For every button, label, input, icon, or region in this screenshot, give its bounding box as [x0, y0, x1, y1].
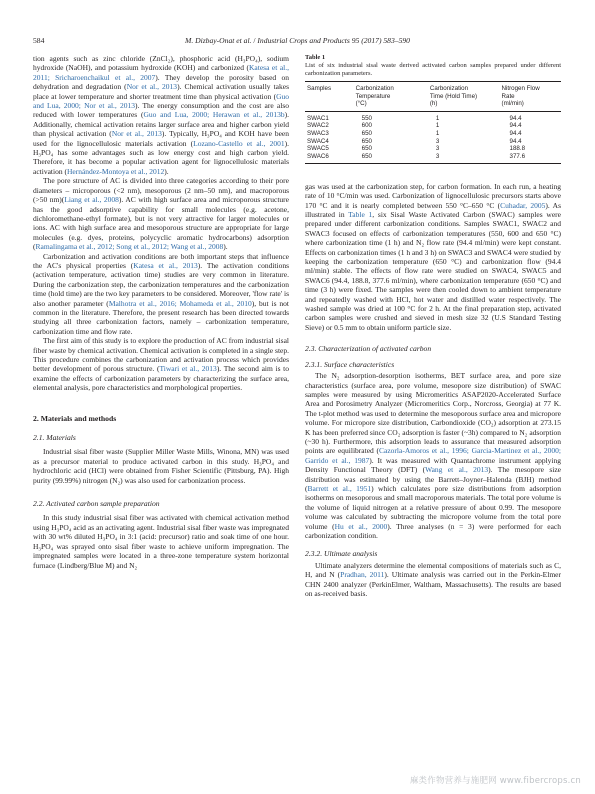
table-caption-text: List of six industrial sisal waste derived activated carbon samples prepared under different carbonization parameters. [305, 61, 561, 77]
paragraph-materials: Industrial sisal fiber waste (Supplier Miller Waste Mills, Winona, MN) was used as a precursor material to produce activated carbon in this study. H₃PO₄ and hydrochloric acid (HCl) were obtained from Fisher Scientific (Pittsburg, PA). High purity (99.99%) nitrogen (N₂) was also used for carbonization process. [33, 447, 289, 485]
table-cell: 1 [435, 129, 440, 137]
text: ). AC with high surface area and microporous structure has the good adsorptive capability for small molecules (e.g. acetone, dichloromethane-ethyl formate), but is not very attractive for larger molecules or ions. AC with high surface area and mesoporous structure are appropriate for large molecules (e.g. dyes, proteins, polycyclic aromatic hydrocarbons) adsorption ( [33, 195, 289, 252]
table-cell: 650 [361, 145, 372, 153]
table-cell: 550 [361, 115, 372, 122]
text: The N₂ adsorption-desorption isotherms, BET surface area, and pore size characteristics (surface area, pore volume, mesopore size distribution) of SWAC samples were measured by using Micromeritics ASAP2020-Accelerated Surface Area and Porosimetry Analyzer (Micromeritics Corp., Norcross, Georgia) at 77 K. The t-plot method was used to determine the mesoporous surface area and micropore volume. For micropore size distribution, Carbondioxide (CO₂) adsorption at 273.15 K has been preferred since CO₂ adsorption is faster (~3h) compared to N₂ adsorption (~30 h). Furthermore, this adsorption leads to assurance that measured adsorption points are equilibrated ( [305, 371, 561, 456]
citation-link[interactable]: Nor et al., 2013 [111, 129, 162, 139]
citation-link[interactable]: Pradhan, 2011 [340, 570, 385, 580]
text: tion agents such as zinc chloride (ZnCl₂), phosphoric acid (H₃PO₄), sodium hydroxide (NaOH), and potassium hydroxide (KOH) and carbonized ( [33, 54, 289, 73]
table-header-cell: Carbonization Time (Hold Time) (h) [428, 82, 500, 112]
table-row [305, 122, 561, 130]
section-heading: 2. Materials and methods [33, 413, 117, 423]
subsection-heading: 2.3. Characterization of activated carbon [305, 344, 432, 354]
text: ). The energy consumption and the cost are also reduced with lower temperatures ( [33, 101, 289, 120]
table-header-cell: Samples [305, 82, 354, 112]
table-cell: 377.6 [500, 153, 561, 164]
text: ). Chemical activation usually takes place at lower temperature and shorter treatment time than physical activation ( [33, 82, 289, 101]
text: Ultimate analyzers determine the elemental compositions of materials such as C, H, and N ( [305, 560, 561, 580]
paragraph-surface-characteristics [305, 371, 561, 540]
text: ). Additionally, chemical activation retains larger surface area and higher carbon yield than physical activation ( [33, 110, 289, 139]
subsection-heading: 2.2. Activated carbon sample preparation [33, 499, 160, 509]
table-cell: 188.8 [509, 145, 526, 153]
citation-link[interactable]: Lozano-Castello et al., 2001 [193, 138, 285, 148]
page-number: 584 [33, 36, 45, 45]
citation-link[interactable]: Cazorla-Amoros et al., 1996; Garcia-Martinez et al., 2000; Garrido et al., 1987 [305, 446, 561, 465]
citation-link[interactable]: Malhotra et al., 2016; Mohamedа et al., 2010 [108, 298, 252, 308]
table-cell: 1 [435, 122, 440, 130]
paragraph-carbonization-conditions [33, 252, 289, 337]
table-header-cell: Nitrogen Flow Rate (ml/min) [500, 82, 561, 112]
table-header-cell: Carbonization Temperature (°C) [354, 82, 428, 112]
table-cell: SWAC2 [307, 122, 329, 130]
subsection-heading: 2.3.1. Surface characteristics [305, 359, 395, 369]
citation-link[interactable]: Guo and Lua, 2000; Herawan et al., 2013b [143, 110, 285, 120]
table-cell: 1 [435, 115, 440, 122]
text: The first aim of this study is to explore the production of AC from industrial sisal fiber waste by chemical activation. Chemical activation is completed in a single step. This procedure combines the carbonization and activation process which provides better development of porous structure. ( [33, 336, 289, 374]
text: ), but is not common in the literature. Therefore, the present research has been directed towards studying all three carbonization factors, namely – carbonization temperature, carbonization time and flow rate. [33, 298, 290, 336]
table-cell: 600 [361, 122, 372, 130]
table-cell: 94.4 [509, 137, 522, 145]
text: , six Sisal Waste Activated Carbon (SWAC) samples were prepared under different carbonization conditions. Samples SWAC1, SWAC2 and SWAC3 focused on effects of carbonization temperatures (550, 600 and 650 °C) where carbonization time (1 h) and N₂ flow rate (94.4 ml/min) were kept constant. Effects on carbonization times (1 h and 3 h) on SWAC3 and SWAC4 were studied by keeping the carbonization temperature (650 °C) and carbonization flow (94.4 ml/min) stable. The effects of flow rate were studied on SWAC4, SWAC5 and SWAC6 (94.4, 188.8, 377.6 ml/min), where carbonization temperature (650 °C) and time (3 h) were fixed. The samples were then cooled down to ambient temperature and repeatedly washed with HCl, hot water and distilled water respectively. The washed sample was dried at 100 °C for 2 h. At the final preparation step, activated carbon samples were crushed and sieved in mesh size 32 (U.S Standard Testing Sieve) or 0.5 mm to obtain uniform particle size. [305, 210, 561, 332]
right-column [305, 54, 561, 598]
header-separator: / [251, 36, 258, 45]
text: ). Three analyses (n = 3) were performed for each carbonization condition. [305, 521, 561, 540]
table-row [305, 145, 561, 153]
text: ). As illustrated in [305, 200, 562, 219]
text: The pore structure of AC is divided into three categories according to their pore diameters – microporous (<2 nm), mesoporous (2 nm–50 nm), and macroporous (>50 nm)( [33, 176, 289, 205]
subsection-heading: 2.3.2. Ultimate analysis [305, 549, 378, 559]
paragraph-pore-structure [33, 176, 289, 251]
header-authors: M. Dizbay-Onat et al. [185, 36, 252, 45]
citation-link[interactable]: Katesa et al., 2013 [133, 260, 198, 270]
citation-link[interactable]: Wang et al., 2013 [425, 465, 489, 475]
paragraph-ultimate-analysis [305, 561, 561, 599]
text: ). The activation conditions (activation temperature, activation time) studies are very common in literature. During the carbonization step, the carbonization temperatures and the carbonization time (hold time) are the two key parameters to be considered. Moreover, 'flow rate' is also another parameter ( [33, 260, 290, 308]
table-cell: 94.4 [509, 115, 522, 122]
table-cell: 94.4 [509, 122, 522, 130]
text: ). The mesopore size distribution was estimated by using the Barrett–Joyner–Halenda (BJH) method ( [305, 465, 561, 493]
journal-citation [33, 36, 562, 45]
table-row [305, 112, 561, 123]
citation-link[interactable]: Liang et al., 2008 [64, 195, 119, 205]
text: ) which calculates pore size distributions from adsorption isotherms on mesoporous and small macroporous materials. The total pore volume is the volume of liquid nitrogen at a relative pressure of about 0.99. The mesopore volume was calculated by subtracting the micropore volume from the total pore volume ( [305, 483, 561, 531]
table-header-row [305, 82, 561, 112]
text: Carbonization and activation conditions are both important steps that influence the AC's physical properties ( [33, 251, 289, 270]
citation-link[interactable]: Hernández-Montoya et al., 2012 [66, 166, 165, 176]
table-cell: SWAC6 [305, 153, 354, 164]
table-cell: 3 [428, 153, 500, 164]
table-cell: 650 [354, 153, 428, 164]
paragraph-study-aims [33, 336, 289, 392]
table-label: Table 1 [305, 54, 326, 61]
paragraph-activation-agents [33, 54, 289, 176]
table-cell: 94.4 [509, 129, 522, 137]
table-caption [305, 54, 561, 77]
carbon-samples-table [305, 81, 561, 163]
citation-link[interactable]: Katesa et al., 2011; Sricharoenchaikul et al., 2007 [33, 63, 290, 82]
left-column [33, 54, 289, 570]
table-cell: 650 [361, 137, 372, 145]
text: ). Ultimate analysis was carried out in the Perkin-Elmer CHN 2400 analyzer (PerkinElmer, Waltham, Massachusetts). The results are based on as-received basis. [305, 570, 561, 599]
table-cell: SWAC5 [307, 145, 329, 153]
citation-link[interactable]: Tiwari et al., 2013 [159, 364, 217, 374]
table-1 [305, 54, 561, 164]
citation-link[interactable]: Ramalingama et al., 2012; Song et al., 2012; Wang et al., 2008 [35, 242, 224, 252]
text: ). They develop the porosity based on dehydration and degradation ( [33, 72, 289, 92]
running-header [33, 36, 562, 48]
text: ). It was measured with Quantachrome instrument applying Density Functional Theory (DFT) ( [305, 455, 561, 475]
citation-link[interactable]: Hu et al., 2000 [334, 521, 388, 531]
text: ). Typically, H₃PO₄ and KOH have been used for the lignocellulosic materials activation ( [33, 129, 290, 148]
header-journal: Industrial Crops and Products 95 (2017) 583–590 [257, 36, 410, 45]
table-row [305, 137, 561, 145]
citation-link[interactable]: Cuhadar, 2005 [500, 200, 546, 210]
table-cell: SWAC4 [307, 137, 329, 145]
text: ). H₃PO₄ has some advantages such as low energy cost and high carbon yield. Therefore, it has become a popular activation agent for lignocellulosic materials activation ( [33, 138, 289, 176]
table-cell: SWAC3 [307, 129, 329, 137]
citation-link[interactable]: Nor et al., 2013 [126, 82, 178, 92]
citation-link[interactable]: Barrett et al., 1951 [307, 483, 372, 493]
table-row [305, 130, 561, 138]
table-cell: 3 [435, 137, 440, 145]
table-link[interactable]: Table 1 [348, 210, 373, 219]
site-watermark: 麻类作物营养与施肥网 www.fibercrops.cn [409, 776, 581, 786]
table-cell: 3 [435, 145, 440, 153]
text: ). The second aim is to examine the effects of carbonization parameters by characterizing the surface area, elemental analysis, pore characteristics and morphological properties. [33, 364, 289, 393]
text: gas was used at the carbonization step, for carbon formation. In each run, a heating rate of 10 °C/min was used. Carbonization of lignocellulosic precursors starts above 170 °C and it is nearly completed between 550 °C–650 °C ( [305, 181, 561, 210]
text: ). [223, 242, 228, 252]
subsection-heading: 2.1. Materials [33, 433, 76, 443]
paragraph-sample-preparation: In this study industrial sisal fiber was activated with chemical activation method using H₃PO₄ acid as an activating agent. Industrial sisal fiber waste was impregnated with 30 wt% diluted H₃PO₄ in 3:1 (acid: precursor) ratio and soak time of one hour. H₃PO₄ was sprayed onto sisal fiber waste to achieve uniform impregnation. The impregnated samples were located in a three-zone temperature system horizontal furnace (Lindberg/Blue M) and N₂ [33, 513, 289, 570]
table-cell: SWAC1 [307, 115, 329, 122]
text: ). [164, 166, 169, 176]
spacer [33, 393, 289, 402]
table-row [305, 153, 561, 164]
paragraph-carbonization-procedure [305, 182, 561, 333]
citation-link[interactable]: Guo and Lua, 2000; Nor et al., 2013 [33, 91, 289, 111]
table-cell: 650 [361, 129, 372, 137]
